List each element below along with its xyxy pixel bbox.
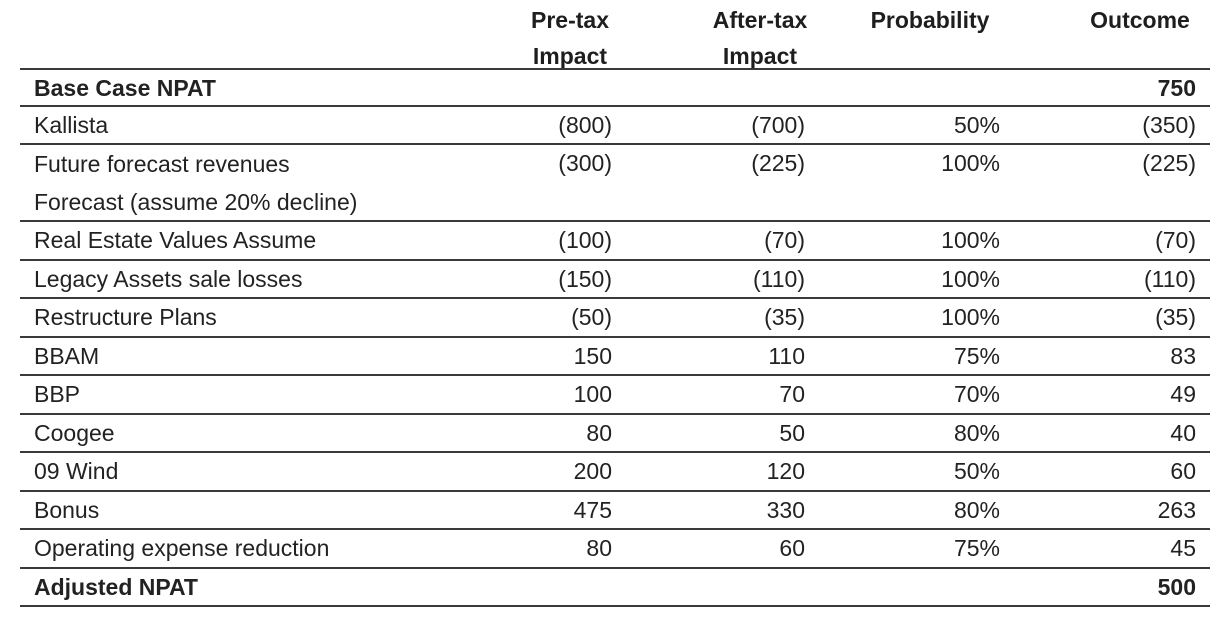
table-row xyxy=(20,492,1210,531)
table-row xyxy=(20,376,1210,415)
row-aftertax: 60 xyxy=(779,535,805,561)
row-probability: 100% xyxy=(941,227,1000,253)
row-pretax: 475 xyxy=(573,496,612,523)
header-aftertax-line2: Impact xyxy=(722,43,798,69)
row-outcome: 49 xyxy=(1170,381,1196,407)
row-aftertax: (110) xyxy=(753,265,805,292)
row-label: BBAM xyxy=(34,342,100,369)
row-probability: 70% xyxy=(953,381,1000,407)
row-pretax: (50) xyxy=(571,304,612,330)
adjusted-npat-row xyxy=(20,569,1210,608)
row-probability: 75% xyxy=(953,342,1000,369)
header-pretax xyxy=(510,2,630,74)
table-row xyxy=(20,145,1210,222)
row-label: Operating expense reduction xyxy=(34,535,330,561)
header-outcome: Outcome xyxy=(1090,7,1190,33)
row-pretax: 150 xyxy=(573,342,612,369)
row-label: Bonus xyxy=(34,496,100,523)
row-pretax: (800) xyxy=(558,111,612,138)
row-label: Restructure Plans xyxy=(34,304,217,330)
base-case-label: Base Case NPAT xyxy=(34,75,216,101)
adjusted-npat-outcome: 500 xyxy=(1157,573,1196,600)
row-probability: 80% xyxy=(953,496,1000,523)
row-probability: 100% xyxy=(941,304,1000,330)
base-case-outcome: 750 xyxy=(1157,75,1196,101)
row-outcome: (110) xyxy=(1144,265,1196,292)
row-outcome: 45 xyxy=(1170,535,1196,561)
table-row xyxy=(20,107,1210,146)
row-probability: 100% xyxy=(941,265,1000,292)
table-row xyxy=(20,299,1210,338)
table-row xyxy=(20,261,1210,300)
table-row xyxy=(20,222,1210,261)
header-row xyxy=(20,0,1210,68)
row-pretax: (150) xyxy=(558,265,612,292)
row-outcome: 83 xyxy=(1170,342,1196,369)
base-case-row xyxy=(20,68,1210,107)
row-outcome: 263 xyxy=(1157,496,1196,523)
header-aftertax-line1: After-tax xyxy=(712,7,808,33)
row-probability: 50% xyxy=(953,458,1000,484)
row-probability: 80% xyxy=(953,419,1000,446)
table-row xyxy=(20,530,1210,569)
row-aftertax: (70) xyxy=(764,227,805,253)
header-pretax-line1: Pre-tax xyxy=(531,7,609,33)
row-outcome: (225) xyxy=(1142,150,1196,176)
row-aftertax: (35) xyxy=(764,304,805,330)
row-outcome: (35) xyxy=(1155,304,1196,330)
npat-table xyxy=(20,0,1210,607)
row-outcome: 60 xyxy=(1170,458,1196,484)
row-pretax: 200 xyxy=(573,458,612,484)
row-aftertax: 70 xyxy=(779,381,805,407)
row-aftertax: 330 xyxy=(766,496,805,523)
row-label: Coogee xyxy=(34,419,115,446)
row-outcome: (350) xyxy=(1142,111,1196,138)
row-aftertax: 120 xyxy=(766,458,805,484)
row-label: BBP xyxy=(34,381,81,407)
row-probability: 50% xyxy=(953,111,1000,138)
row-label: Future forecast revenues Forecast (assume 20% decline) xyxy=(34,151,358,215)
row-aftertax: (225) xyxy=(751,150,805,176)
table-row xyxy=(20,453,1210,492)
row-aftertax: 50 xyxy=(779,419,805,446)
row-pretax: 80 xyxy=(586,535,612,561)
row-outcome: 40 xyxy=(1170,419,1196,446)
row-aftertax: (700) xyxy=(751,111,805,138)
table-row xyxy=(20,415,1210,454)
table-row xyxy=(20,338,1210,377)
row-label: Real Estate Values Assume xyxy=(34,227,317,253)
header-pretax-line2: Impact xyxy=(532,43,608,69)
header-aftertax xyxy=(685,2,835,74)
row-pretax: 100 xyxy=(573,381,612,407)
row-probability: 100% xyxy=(941,150,1000,176)
row-pretax: 80 xyxy=(586,419,612,446)
row-pretax: (100) xyxy=(558,227,612,253)
row-outcome: (70) xyxy=(1155,227,1196,253)
row-label: Kallista xyxy=(34,111,109,138)
row-label: Legacy Assets sale losses xyxy=(34,265,303,292)
row-label: 09 Wind xyxy=(34,458,119,484)
row-aftertax: 110 xyxy=(768,342,805,369)
adjusted-npat-label: Adjusted NPAT xyxy=(34,573,198,600)
row-probability: 75% xyxy=(953,535,1000,561)
header-probability: Probability xyxy=(870,7,990,33)
row-pretax: (300) xyxy=(558,150,612,176)
